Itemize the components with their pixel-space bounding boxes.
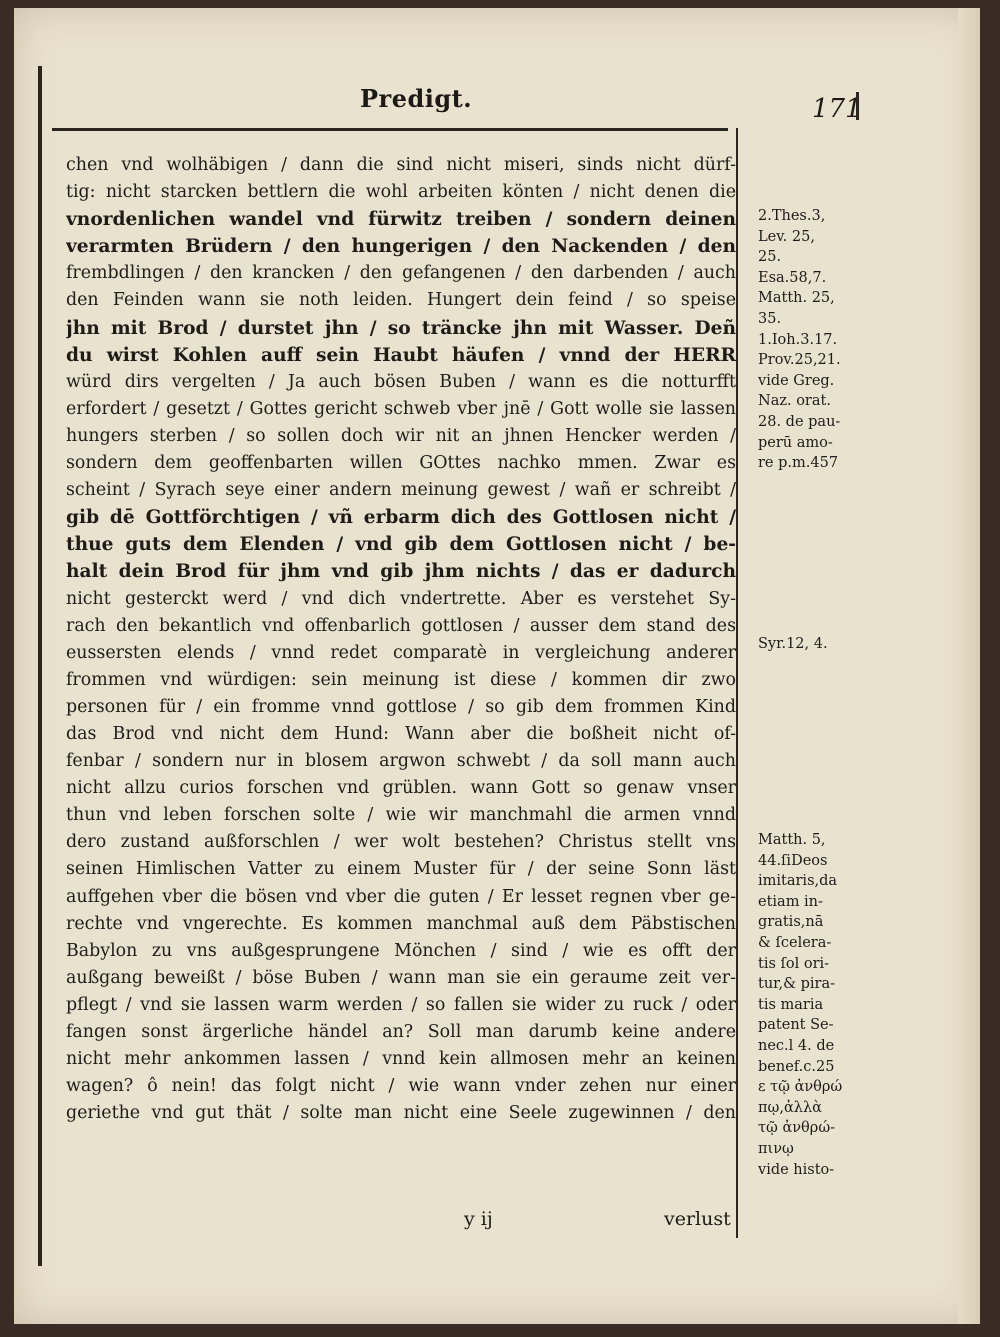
margin-line: etiam in-: [758, 893, 823, 910]
text-line: chen vnd wolhäbigen / dann die sind nicht miseri, sinds nicht dürf-: [66, 155, 736, 175]
text-line: nicht gesterckt werd / vnd dich vndertrette. Aber es verstehet Sy-: [66, 588, 736, 609]
text-line: du wirst Kohlen auff sein Haubt häufen / vnnd der HERR: [66, 344, 736, 366]
text-line: personen für / ein fromme vnnd gottlose / so gib dem frommen Kind: [66, 696, 736, 717]
page-edge: [958, 8, 980, 1324]
margin-line: Matth. 5,: [758, 832, 826, 848]
margin-line: Syr.12, 4.: [758, 636, 828, 652]
margin-line: patent Se-: [758, 1017, 834, 1034]
text-line: gib dē Gottförchtigen / vñ erbarm dich des Gottlosen nicht /: [66, 507, 736, 529]
text-line: frembdlingen / den krancken / den gefangenen / den darbenden / auch: [66, 263, 736, 284]
text-line: eussersten elends / vnnd redet comparatè in vergleichung anderer: [66, 642, 736, 663]
text-line: scheint / Syrach seye einer andern meinung gewest / wañ er schreibt /: [66, 480, 736, 501]
margin-line: tis maria: [758, 996, 824, 1013]
text-line: auffgehen vber die bösen vnd vber die guten / Er lesset regnen vber ge-: [66, 886, 736, 907]
text-line: thue guts dem Elenden / vnd gib dem Gottlosen nicht / be-: [66, 534, 736, 556]
text-line: würd dirs vergelten / Ja auch bösen Buben / wann es die notturfft: [66, 371, 736, 392]
text-line: halt dein Brod für jhm vnd gib jhm nichts / das er dadurch: [66, 561, 736, 583]
margin-line: 44.ſiDeos: [758, 852, 828, 869]
text-line: das Brod vnd nicht dem Hund: Wann aber die boßheit nicht of-: [66, 723, 736, 744]
text-line: hungers sterben / so sollen doch wir nit an jhnen Hencker werden /: [66, 425, 736, 446]
text-line: geriethe vnd gut thät / solte man nicht eine Seele zugewinnen / den: [66, 1103, 736, 1124]
text-line: dero zustand außforschlen / wer wolt bestehen? Christus stellt vns: [66, 832, 736, 853]
text-line: nicht mehr ankommen lassen / vnnd kein allmosen mehr an keinen: [66, 1049, 736, 1070]
margin-line: τῷ ἀνθρώ-: [758, 1120, 836, 1137]
margin-line: imitaris,da: [758, 873, 838, 890]
margin-line: perū amo-: [758, 434, 833, 451]
running-head: Predigt.: [360, 84, 473, 113]
margin-line: benef.c.25: [758, 1058, 835, 1075]
text-line: thun vnd leben forschen solte / wie wir manchmahl die armen vnnd: [66, 805, 736, 826]
text-line: pflegt / vnd sie lassen warm werden / so fallen sie wider zu ruck / oder: [66, 994, 736, 1015]
margin-line: re p.m.457: [758, 455, 839, 472]
text-line: vnordenlichen wandel vnd fürwitz treiben / sondern deinen: [66, 209, 736, 231]
text-line: fenbar / sondern nur in blosem argwon schwebt / da soll mann auch: [66, 751, 736, 772]
page-number: 171: [812, 94, 862, 124]
margin-line: 35.: [758, 310, 782, 327]
text-line: den Feinden wann sie noth leiden. Hungert dein feind / so speise: [66, 290, 736, 311]
margin-line: ε τῷ ἀνθρώ: [758, 1079, 843, 1096]
text-line: erfordert / gesetzt / Gottes gericht schweb vber jnē / Gott wolle sie lassen: [66, 398, 736, 419]
catchword: verlust: [664, 1208, 731, 1230]
text-line: außgang beweißt / böse Buben / wann man sie ein geraume zeit ver-: [66, 967, 736, 988]
text-line: wagen? ô nein! das folgt nicht / wie wann vnder zehen nur einer: [66, 1076, 736, 1097]
margin-note-seneca: [758, 830, 868, 1180]
margin-note-syrach: [758, 634, 868, 655]
text-line: seinen Himlischen Vatter zu einem Muster für / der seine Sonn läst: [66, 859, 736, 880]
main-text-block: [66, 152, 736, 1127]
signature-mark: y ij: [464, 1208, 493, 1230]
left-border-rule: [38, 66, 42, 1266]
margin-line: 28. de pau-: [758, 413, 841, 430]
margin-line: & ſcelera-: [758, 934, 832, 951]
margin-line: Matth. 25,: [758, 290, 835, 307]
margin-line: Prov.25,21.: [758, 352, 841, 369]
margin-line: vide histo-: [758, 1161, 835, 1178]
margin-line: 1.Ioh.3.17.: [758, 331, 838, 348]
margin-line: tis ſol ori-: [758, 955, 830, 972]
margin-rule: [736, 128, 738, 1238]
text-line: jhn mit Brod / durstet jhn / so träncke jhn mit Wasser. Deñ: [66, 317, 736, 339]
text-line: nicht allzu curios forschen vnd grüblen. wann Gott so genaw vnser: [66, 778, 736, 799]
text-line: frommen vnd würdigen: sein meinung ist diese / kommen dir zwo: [66, 669, 736, 690]
margin-line: 25.: [758, 249, 782, 266]
margin-line: Naz. orat.: [758, 393, 831, 410]
text-line: fangen sonst ärgerliche händel an? Soll man darumb keine andere: [66, 1022, 736, 1042]
margin-line: vide Greg.: [758, 372, 835, 389]
margin-note-references: [758, 206, 868, 474]
text-line: rach den bekantlich vnd offenbarlich gottlosen / ausser dem stand des: [66, 615, 736, 636]
margin-line: tur,& pira-: [758, 976, 836, 993]
margin-line: πῳ,ἀλλὰ: [758, 1099, 822, 1116]
header-rule: [52, 128, 728, 131]
text-line: sondern dem geoffenbarten willen GOttes nachko mmen. Zwar es: [66, 453, 736, 474]
margin-line: Lev. 25,: [758, 228, 815, 245]
text-line: rechte vnd vngerechte. Es kommen manchmal auß dem Päbstischen: [66, 913, 736, 934]
margin-line: nec.l 4. de: [758, 1037, 835, 1054]
text-line: tig: nicht starcken bettlern die wohl arbeiten könten / nicht denen die: [66, 182, 736, 203]
text-line: verarmten Brüdern / den hungerigen / den Nackenden / den: [66, 236, 736, 258]
margin-line: gratis,nā: [758, 914, 824, 931]
margin-line: Esa.58,7.: [758, 269, 827, 286]
margin-line: 2.Thes.3,: [758, 208, 826, 224]
text-line: Babylon zu vns außgesprungene Mönchen / sind / wie es offt der: [66, 940, 736, 961]
margin-line: πινῳ: [758, 1140, 794, 1157]
